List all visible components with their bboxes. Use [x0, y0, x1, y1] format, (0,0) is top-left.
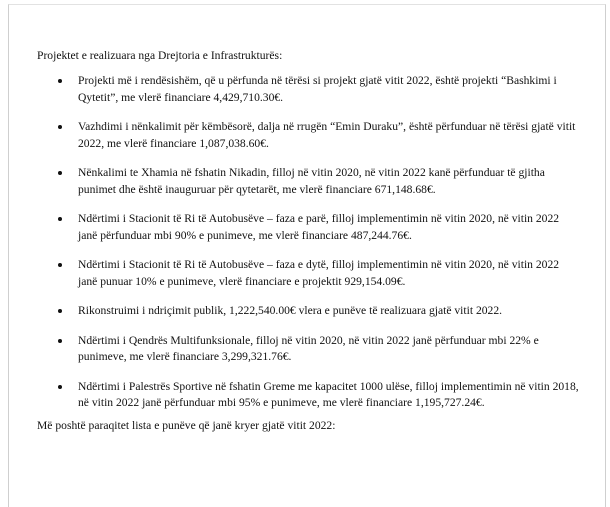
list-item-text: Ndërtimi i Palestrës Sportive në fshatin Greme me kapacitet 1000 ulëse, filloj implementimin në vitin 2018, në vitin 2022 janë përfunduar mbi 95% e punimeve, me vlerë financiare 1,195,727.24€. [78, 379, 579, 409]
list-item [49, 333, 579, 366]
intro-paragraph: Projektet e realizuara nga Drejtoria e Infrastrukturës: [37, 49, 283, 62]
list-item-text: Vazhdimi i nënkalimit për këmbësorë, dalja në rrugën “Emin Duraku”, është përfunduar në tërësi gjatë vitit 2022, me vlerë financiare 1,087,038.60€. [78, 120, 576, 150]
outro-paragraph: Më poshtë paraqitet lista e punëve që janë kryer gjatë vitit 2022: [37, 419, 336, 432]
list-item [49, 73, 579, 106]
bullet-icon [58, 125, 62, 129]
list-item [49, 303, 579, 320]
list-item [49, 165, 579, 198]
list-item-text: Nënkalimi te Xhamia në fshatin Nikadin, filloj në vitin 2020, në vitin 2022 kanë përfunduar të gjitha punimet dhe është inauguruar për qytetarët, me vlerë financiare 671,148.68€. [78, 166, 545, 196]
list-item-text: Ndërtimi i Qendrës Multifunksionale, filloj në vitin 2020, në vitin 2022 janë përfunduar mbi 22% e punimeve, me vlerë financiare 3,299,321.76€. [78, 333, 539, 363]
bullet-icon [58, 385, 62, 389]
document-page [8, 4, 606, 507]
bullet-icon [58, 217, 62, 221]
list-item-text: Rikonstruimi i ndriçimit publik, 1,222,540.00€ vlera e punëve të realizuara gjatë vitit 2022. [78, 304, 503, 317]
bullet-icon [58, 263, 62, 267]
list-item-text: Ndërtimi i Stacionit të Ri të Autobusëve – faza e parë, filloj implementimin në vitin 2020, në vitin 2022 janë përfunduar mbi 90% e punimeve, me vlerë financiare 487,244.76€. [78, 212, 560, 242]
list-item-text: Ndërtimi i Stacionit të Ri të Autobusëve – faza e dytë, filloj implementimin në vitin 2020, në vitin 2022 janë punuar 10% e punimeve, vlerë financiare e projektit 929,154.09€. [78, 258, 560, 288]
list-item-text: Projekti më i rendësishëm, që u përfunda në tërësi si projekt gjatë vitit 2022, është projekti “Bashkimi i Qytetit”, me vlerë financiare 4,429,710.30€. [78, 74, 557, 104]
list-item [49, 379, 579, 412]
bullet-icon [58, 339, 62, 343]
bullet-icon [58, 309, 62, 313]
bullet-icon [58, 79, 62, 83]
list-item [49, 257, 579, 290]
list-item [49, 211, 579, 244]
list-item [49, 119, 579, 152]
projects-list [49, 73, 579, 425]
bullet-icon [58, 171, 62, 175]
